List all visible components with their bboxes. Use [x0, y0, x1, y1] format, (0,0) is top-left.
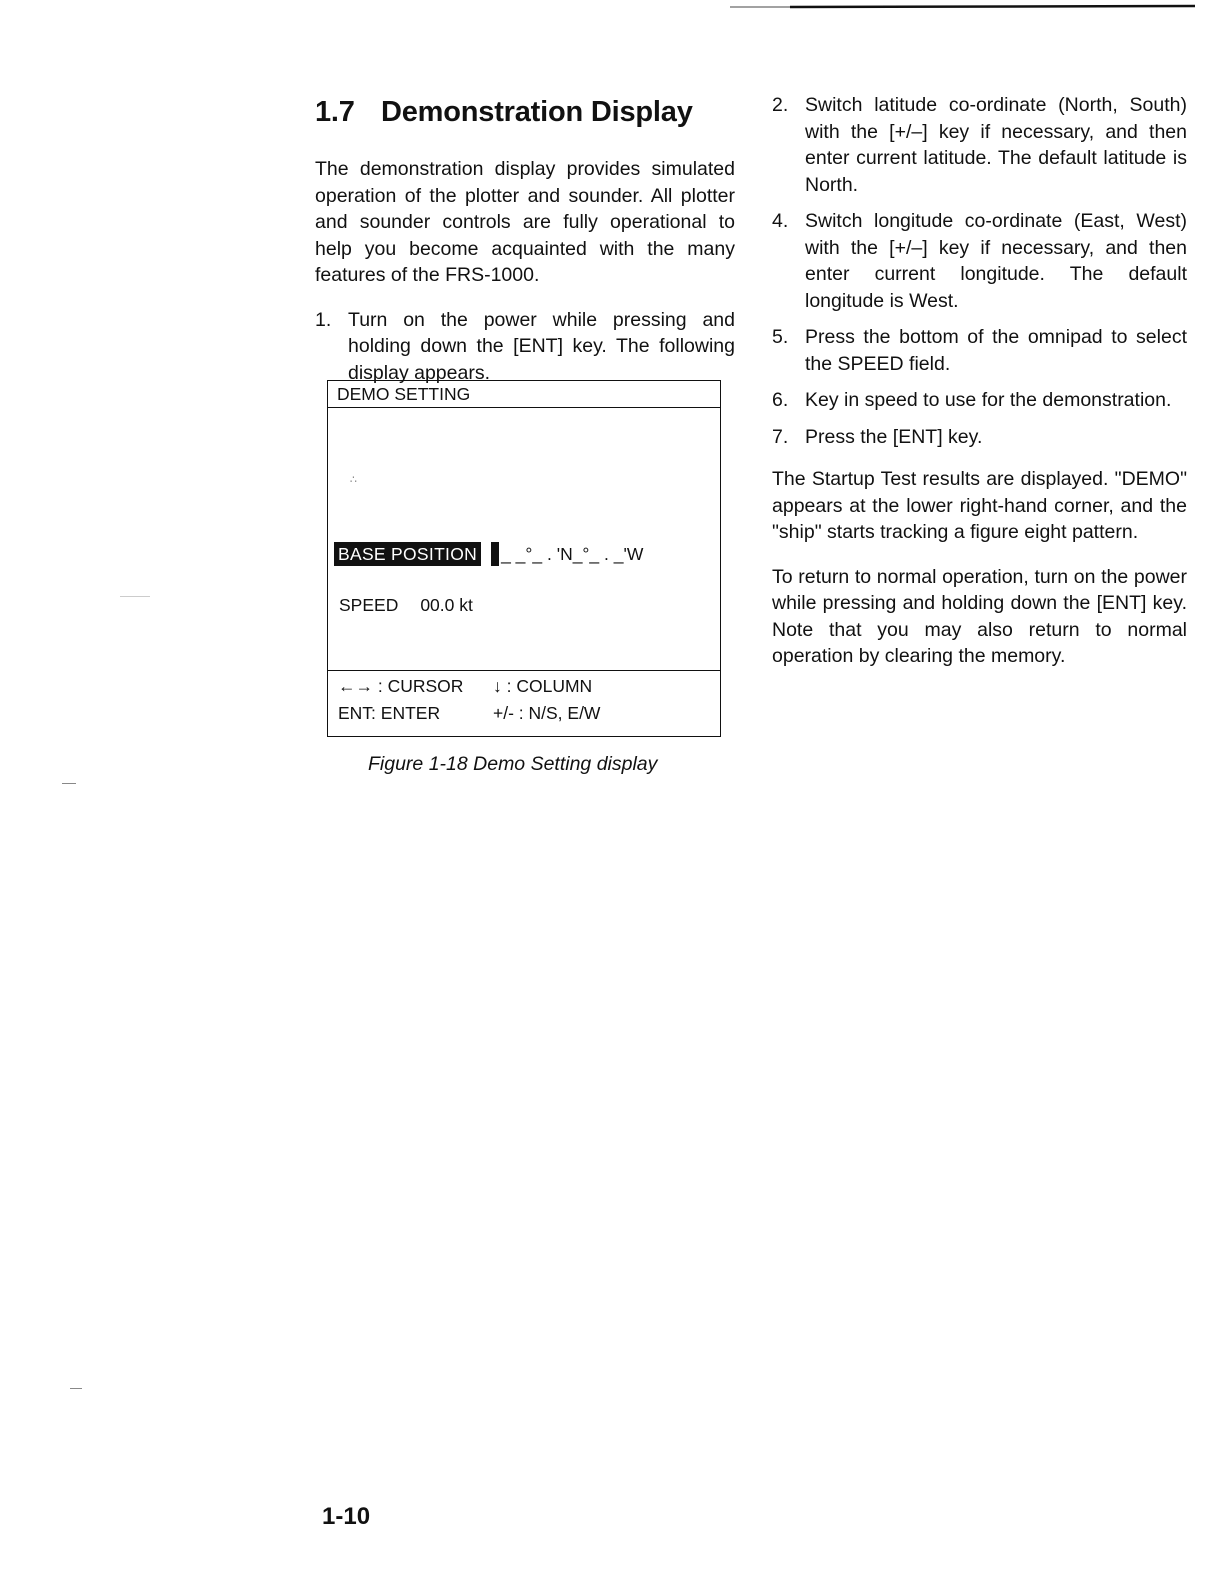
- step-5: [772, 324, 1187, 377]
- base-position-label: BASE POSITION: [334, 542, 481, 566]
- step-number: 6.: [772, 389, 789, 411]
- demo-setting-screen: [327, 380, 721, 737]
- header-rule: [730, 0, 1195, 12]
- speed-row: [339, 595, 473, 616]
- left-column: [315, 92, 735, 396]
- demo-screen-title: DEMO SETTING: [328, 381, 720, 408]
- startup-paragraph: The Startup Test results are displayed. "DEMO" appears at the lower right-hand corner, and the "ship" starts tracking a figure eight pattern.: [772, 468, 1187, 543]
- figure-caption: Figure 1-18 Demo Setting display: [368, 753, 658, 775]
- step-4: [772, 208, 1187, 314]
- entry-cursor: [491, 542, 499, 566]
- step-text: Switch latitude co-ordinate (North, South) with the [+/–] key if necessary, and then enter current latitude. The default latitude is North.: [805, 94, 1187, 196]
- step-number: 5.: [772, 326, 789, 348]
- step-text: Press the bottom of the omnipad to select the SPEED field.: [805, 326, 1187, 375]
- step-number: 1.: [315, 308, 332, 331]
- help-line: [328, 673, 720, 700]
- page-number: 1-10: [322, 1503, 371, 1530]
- scan-mark: [120, 596, 150, 597]
- section-number: 1.7: [315, 96, 355, 128]
- help-desc: ↓ : COLUMN: [493, 676, 593, 696]
- base-position-row: [334, 542, 643, 566]
- speed-label: SPEED: [339, 595, 399, 615]
- step-7: [772, 424, 1187, 451]
- position-fields: _ _°_ . 'N_°_ . _'W: [501, 544, 644, 564]
- help-desc: +/- : N/S, E/W: [493, 703, 601, 723]
- help-key: ←→ : CURSOR: [338, 676, 464, 696]
- step-number: 2.: [772, 94, 789, 116]
- step-text: Key in speed to use for the demonstration.: [805, 389, 1172, 411]
- step-text: Turn on the power while pressing and holding down the [ENT] key. The following display appears.: [348, 308, 735, 384]
- step-text: Press the [ENT] key.: [805, 425, 983, 448]
- demo-screen-help: [328, 670, 720, 727]
- return-paragraph: To return to normal operation, turn on the power while pressing and holding down the [ENT] key. Note that you may also return to normal operation by clearing the memory.: [772, 565, 1187, 667]
- intro-paragraph: The demonstration display provides simulated operation of the plotter and sounder. All plotter and sounder controls are fully operational to help you become acquainted with the many features of the FRS-1000.: [315, 158, 735, 286]
- help-line: [328, 700, 720, 727]
- step-text: Switch longitude co-ordinate (East, West) with the [+/–] key if necessary, and then enter current longitude. The default longitude is West.: [805, 210, 1187, 312]
- section-title: Demonstration Display: [381, 96, 693, 128]
- step-1: [315, 307, 735, 387]
- scan-mark: [62, 783, 76, 784]
- screen-speck: ∴: [350, 474, 357, 486]
- step-6: [772, 387, 1187, 414]
- step-number: 4.: [772, 210, 789, 232]
- section-heading: [315, 92, 735, 132]
- right-column: [772, 92, 1187, 688]
- help-key: ENT: ENTER: [338, 703, 441, 723]
- scan-mark: [70, 1388, 82, 1389]
- step-2: [772, 92, 1187, 198]
- step-number: 7.: [772, 425, 789, 448]
- speed-value: 00.0 kt: [420, 595, 473, 615]
